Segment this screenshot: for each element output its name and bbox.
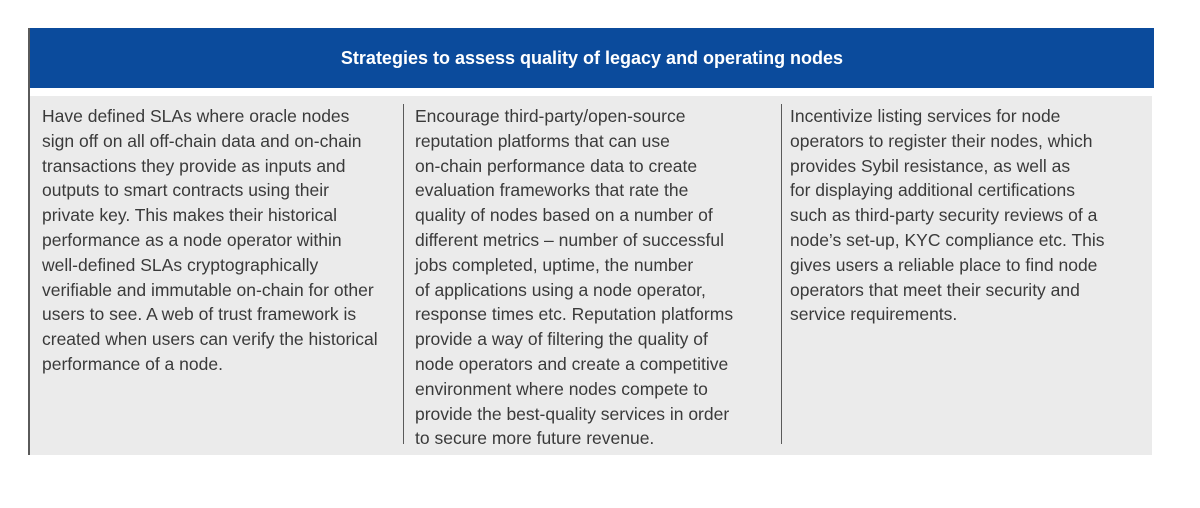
text-line: node operators and create a competitive — [415, 353, 729, 374]
text-line: reputation platforms that can use — [415, 130, 670, 151]
text-line: provides Sybil resistance, as well as — [790, 155, 1071, 176]
column-listing-services — [790, 104, 1140, 327]
text-line: private key. This makes their historical — [42, 205, 338, 226]
column-sla — [42, 104, 397, 377]
text-line: operators that meet their security and — [790, 279, 1080, 300]
text-line: Incentivize listing services for node — [790, 106, 1061, 126]
text-line: sign off on all off-chain data and on-chain — [42, 130, 362, 151]
text-line: jobs completed, uptime, the number — [415, 254, 694, 275]
text-line: users to see. A web of trust framework is — [42, 304, 357, 325]
text-line: different metrics – number of successful — [415, 229, 724, 250]
text-line: created when users can verify the historical — [42, 329, 378, 350]
text-line: to secure more future revenue. — [415, 428, 655, 449]
text-line: on-chain performance data to create — [415, 155, 698, 176]
text-line: environment where nodes compete to — [415, 378, 708, 399]
text-line: performance as a node operator within — [42, 229, 342, 250]
text-line: provide a way of filtering the quality of — [415, 329, 708, 350]
text-line: response times etc. Reputation platforms — [415, 304, 734, 325]
text-line: performance of a node. — [42, 353, 223, 374]
text-line: such as third-party security reviews of a — [790, 205, 1098, 226]
text-line: of applications using a node operator, — [415, 279, 706, 300]
text-line: well-defined SLAs cryptographically — [42, 254, 319, 275]
text-line: verifiable and immutable on-chain for other — [42, 279, 374, 300]
text-line: service requirements. — [790, 304, 958, 325]
text-line: Have defined SLAs where oracle nodes — [42, 106, 350, 126]
column-reputation-platforms — [415, 104, 771, 451]
column-divider — [781, 104, 782, 444]
text-line: gives users a reliable place to find node — [790, 254, 1098, 275]
text-line: node’s set-up, KYC compliance etc. This — [790, 229, 1105, 250]
table-header-title: Strategies to assess quality of legacy and operating nodes — [340, 47, 844, 68]
text-line: evaluation frameworks that rate the — [415, 180, 689, 201]
text-line: operators to register their nodes, which — [790, 130, 1093, 151]
text-line: outputs to smart contracts using their — [42, 180, 329, 201]
strategies-table — [28, 28, 1152, 455]
text-line: provide the best-quality services in order — [415, 403, 730, 424]
text-line: for displaying additional certifications — [790, 180, 1076, 201]
column-divider — [403, 104, 404, 444]
header-separator — [30, 88, 1154, 96]
text-line: Encourage third-party/open-source — [415, 106, 686, 126]
table-header — [30, 28, 1154, 88]
text-line: quality of nodes based on a number of — [415, 205, 713, 226]
text-line: transactions they provide as inputs and — [42, 155, 346, 176]
